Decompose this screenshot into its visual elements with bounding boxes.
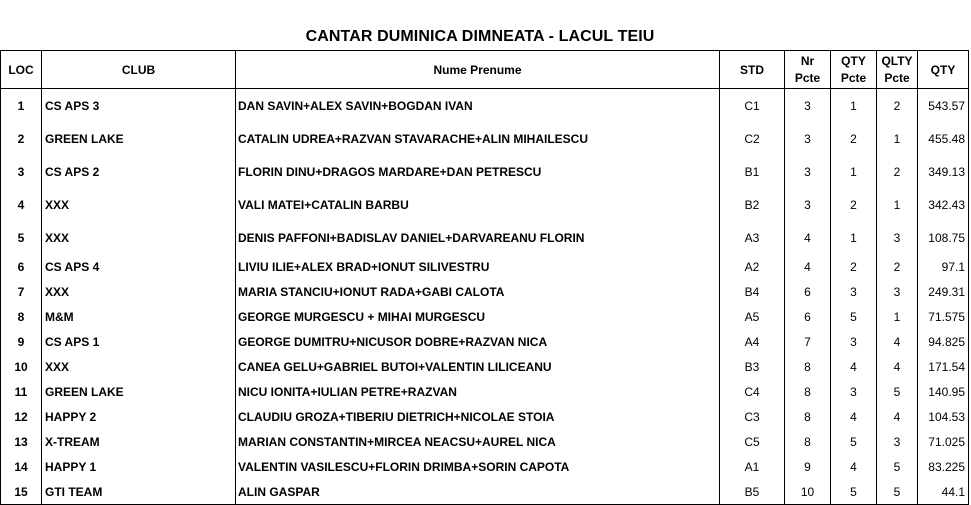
page-title: CANTAR DUMINICA DIMNEATA - LACUL TEIU bbox=[305, 28, 655, 45]
cell-nr-pcte: 10 bbox=[785, 479, 831, 505]
cell-qlty-pcte: 5 bbox=[877, 454, 918, 479]
table-row bbox=[1, 122, 969, 155]
cell-std: A5 bbox=[720, 304, 785, 329]
cell-club: HAPPY 1 bbox=[42, 454, 236, 479]
cell-std: A3 bbox=[720, 221, 785, 254]
cell-nr-pcte: 3 bbox=[785, 89, 831, 123]
cell-qty-pcte: 3 bbox=[831, 379, 877, 404]
cell-qty-total: 94.825 bbox=[918, 329, 969, 354]
cell-qty-total: 342.43 bbox=[918, 188, 969, 221]
cell-nr-pcte: 3 bbox=[785, 188, 831, 221]
table-row bbox=[1, 479, 969, 505]
cell-name: LIVIU ILIE+ALEX BRAD+IONUT SILIVESTRU bbox=[236, 254, 720, 279]
cell-qty-total: 83.225 bbox=[918, 454, 969, 479]
cell-name: GEORGE MURGESCU + MIHAI MURGESCU bbox=[236, 304, 720, 329]
cell-club: CS APS 2 bbox=[42, 155, 236, 188]
cell-qlty-pcte: 1 bbox=[877, 188, 918, 221]
cell-qty-pcte: 2 bbox=[831, 122, 877, 155]
cell-std: A4 bbox=[720, 329, 785, 354]
table-row bbox=[1, 454, 969, 479]
table-row bbox=[1, 354, 969, 379]
cell-qty-pcte: 2 bbox=[831, 254, 877, 279]
col-header-qlty-line1: QLTY bbox=[881, 53, 913, 68]
cell-qlty-pcte: 5 bbox=[877, 379, 918, 404]
cell-qlty-pcte: 3 bbox=[877, 221, 918, 254]
cell-club: CS APS 1 bbox=[42, 329, 236, 354]
cell-qty-pcte: 3 bbox=[831, 329, 877, 354]
cell-std: B1 bbox=[720, 155, 785, 188]
cell-qty-total: 249.31 bbox=[918, 279, 969, 304]
cell-qty-pcte: 3 bbox=[831, 279, 877, 304]
cell-std: A1 bbox=[720, 454, 785, 479]
cell-qty-total: 349.13 bbox=[918, 155, 969, 188]
cell-qty-pcte: 4 bbox=[831, 404, 877, 429]
col-header-qlty-line2: Pcte bbox=[884, 70, 910, 85]
table-row bbox=[1, 254, 969, 279]
cell-club: GREEN LAKE bbox=[42, 122, 236, 155]
cell-nr-pcte: 9 bbox=[785, 454, 831, 479]
cell-nr-pcte: 7 bbox=[785, 329, 831, 354]
cell-nr-pcte: 6 bbox=[785, 304, 831, 329]
cell-std: C4 bbox=[720, 379, 785, 404]
cell-loc: 4 bbox=[1, 188, 42, 221]
cell-name: MARIA STANCIU+IONUT RADA+GABI CALOTA bbox=[236, 279, 720, 304]
cell-std: A2 bbox=[720, 254, 785, 279]
cell-qty-total: 543.57 bbox=[918, 89, 969, 123]
cell-name: DAN SAVIN+ALEX SAVIN+BOGDAN IVAN bbox=[236, 89, 720, 123]
cell-qty-total: 71.575 bbox=[918, 304, 969, 329]
cell-loc: 13 bbox=[1, 429, 42, 454]
col-header-std: STD bbox=[720, 51, 785, 89]
cell-loc: 1 bbox=[1, 89, 42, 123]
cell-std: C5 bbox=[720, 429, 785, 454]
table-row bbox=[1, 221, 969, 254]
cell-qty-total: 455.48 bbox=[918, 122, 969, 155]
cell-loc: 11 bbox=[1, 379, 42, 404]
cell-qty-pcte: 1 bbox=[831, 155, 877, 188]
table-row bbox=[1, 429, 969, 454]
cell-std: B5 bbox=[720, 479, 785, 505]
cell-nr-pcte: 8 bbox=[785, 404, 831, 429]
results-table bbox=[0, 50, 969, 505]
col-header-qty-line2: Pcte bbox=[840, 70, 867, 85]
cell-name: VALI MATEI+CATALIN BARBU bbox=[236, 188, 720, 221]
cell-qty-total: 108.75 bbox=[918, 221, 969, 254]
cell-name: FLORIN DINU+DRAGOS MARDARE+DAN PETRESCU bbox=[236, 155, 720, 188]
cell-loc: 10 bbox=[1, 354, 42, 379]
cell-club: CS APS 3 bbox=[42, 89, 236, 123]
cell-name: GEORGE DUMITRU+NICUSOR DOBRE+RAZVAN NICA bbox=[236, 329, 720, 354]
cell-name: DENIS PAFFONI+BADISLAV DANIEL+DARVAREANU FLORIN bbox=[236, 221, 720, 254]
cell-loc: 7 bbox=[1, 279, 42, 304]
cell-nr-pcte: 8 bbox=[785, 379, 831, 404]
table-row bbox=[1, 89, 969, 123]
cell-nr-pcte: 4 bbox=[785, 254, 831, 279]
cell-qlty-pcte: 4 bbox=[877, 329, 918, 354]
cell-club: HAPPY 2 bbox=[42, 404, 236, 429]
cell-club: M&M bbox=[42, 304, 236, 329]
cell-std: C1 bbox=[720, 89, 785, 123]
cell-nr-pcte: 3 bbox=[785, 155, 831, 188]
table-row bbox=[1, 155, 969, 188]
cell-std: B2 bbox=[720, 188, 785, 221]
table-row bbox=[1, 304, 969, 329]
col-header-qty-pcte bbox=[831, 51, 877, 89]
cell-qty-pcte: 1 bbox=[831, 221, 877, 254]
table-row bbox=[1, 329, 969, 354]
table-row bbox=[1, 404, 969, 429]
cell-qty-total: 171.54 bbox=[918, 354, 969, 379]
cell-qlty-pcte: 3 bbox=[877, 429, 918, 454]
cell-name: CATALIN UDREA+RAZVAN STAVARACHE+ALIN MIHAILESCU bbox=[236, 122, 720, 155]
cell-nr-pcte: 6 bbox=[785, 279, 831, 304]
cell-nr-pcte: 3 bbox=[785, 122, 831, 155]
cell-qty-total: 140.95 bbox=[918, 379, 969, 404]
cell-loc: 14 bbox=[1, 454, 42, 479]
cell-loc: 3 bbox=[1, 155, 42, 188]
cell-qty-pcte: 5 bbox=[831, 304, 877, 329]
table-row bbox=[1, 188, 969, 221]
cell-club: X-TREAM bbox=[42, 429, 236, 454]
cell-name: ALIN GASPAR bbox=[236, 479, 720, 505]
col-header-club: CLUB bbox=[42, 51, 236, 89]
cell-qlty-pcte: 4 bbox=[877, 404, 918, 429]
cell-loc: 5 bbox=[1, 221, 42, 254]
col-header-nr-line2: Pcte bbox=[794, 70, 821, 85]
cell-nr-pcte: 8 bbox=[785, 354, 831, 379]
col-header-loc: LOC bbox=[1, 51, 42, 89]
cell-qty-pcte: 4 bbox=[831, 354, 877, 379]
cell-club: GTI TEAM bbox=[42, 479, 236, 505]
cell-club: XXX bbox=[42, 354, 236, 379]
cell-qty-total: 71.025 bbox=[918, 429, 969, 454]
col-header-nr-line1: Nr bbox=[800, 53, 815, 68]
cell-club: GREEN LAKE bbox=[42, 379, 236, 404]
col-header-qlty-pcte bbox=[877, 51, 918, 89]
cell-club: XXX bbox=[42, 221, 236, 254]
cell-nr-pcte: 8 bbox=[785, 429, 831, 454]
cell-qlty-pcte: 2 bbox=[877, 89, 918, 123]
cell-std: B4 bbox=[720, 279, 785, 304]
cell-qty-pcte: 2 bbox=[831, 188, 877, 221]
table-row bbox=[1, 279, 969, 304]
cell-club: CS APS 4 bbox=[42, 254, 236, 279]
cell-qty-pcte: 1 bbox=[831, 89, 877, 123]
cell-qlty-pcte: 3 bbox=[877, 279, 918, 304]
cell-qlty-pcte: 5 bbox=[877, 479, 918, 505]
cell-qlty-pcte: 4 bbox=[877, 354, 918, 379]
cell-loc: 12 bbox=[1, 404, 42, 429]
cell-qty-total: 44.1 bbox=[918, 479, 969, 505]
cell-loc: 2 bbox=[1, 122, 42, 155]
table-row bbox=[1, 379, 969, 404]
cell-std: C2 bbox=[720, 122, 785, 155]
cell-nr-pcte: 4 bbox=[785, 221, 831, 254]
col-header-name: Nume Prenume bbox=[236, 51, 720, 89]
cell-std: C3 bbox=[720, 404, 785, 429]
cell-qty-pcte: 4 bbox=[831, 454, 877, 479]
cell-loc: 8 bbox=[1, 304, 42, 329]
cell-club: XXX bbox=[42, 279, 236, 304]
col-header-qty-total: QTY bbox=[918, 51, 969, 89]
header-row bbox=[1, 51, 969, 89]
cell-qlty-pcte: 2 bbox=[877, 155, 918, 188]
cell-loc: 9 bbox=[1, 329, 42, 354]
cell-loc: 6 bbox=[1, 254, 42, 279]
cell-name: NICU IONITA+IULIAN PETRE+RAZVAN bbox=[236, 379, 720, 404]
cell-name: VALENTIN VASILESCU+FLORIN DRIMBA+SORIN CAPOTA bbox=[236, 454, 720, 479]
cell-qlty-pcte: 1 bbox=[877, 304, 918, 329]
col-header-nr-pcte bbox=[785, 51, 831, 89]
cell-club: XXX bbox=[42, 188, 236, 221]
col-header-qty-line1: QTY bbox=[841, 53, 866, 68]
cell-qty-pcte: 5 bbox=[831, 429, 877, 454]
cell-std: B3 bbox=[720, 354, 785, 379]
cell-name: CANEA GELU+GABRIEL BUTOI+VALENTIN LILICEANU bbox=[236, 354, 720, 379]
cell-qlty-pcte: 1 bbox=[877, 122, 918, 155]
cell-qty-pcte: 5 bbox=[831, 479, 877, 505]
cell-qlty-pcte: 2 bbox=[877, 254, 918, 279]
cell-name: CLAUDIU GROZA+TIBERIU DIETRICH+NICOLAE STOIA bbox=[236, 404, 720, 429]
cell-loc: 15 bbox=[1, 479, 42, 505]
cell-qty-total: 97.1 bbox=[918, 254, 969, 279]
cell-qty-total: 104.53 bbox=[918, 404, 969, 429]
cell-name: MARIAN CONSTANTIN+MIRCEA NEACSU+AUREL NICA bbox=[236, 429, 720, 454]
